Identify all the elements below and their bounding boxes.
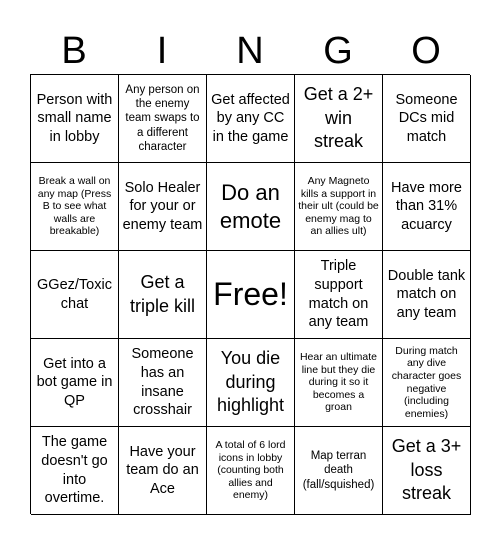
bingo-cell[interactable] — [383, 75, 471, 163]
bingo-cell[interactable] — [31, 75, 119, 163]
cell-text: Get a 2+ win streak — [303, 84, 374, 152]
header-letter-g: G — [323, 30, 353, 72]
bingo-cell[interactable] — [383, 163, 471, 251]
header-letter-n: N — [236, 30, 264, 72]
bingo-cell[interactable] — [31, 339, 119, 427]
bingo-cell[interactable] — [31, 251, 119, 339]
cell-text: Have your team do an Ace — [126, 443, 199, 497]
cell-text: Double tank match on any team — [387, 267, 466, 321]
header-letter-b: B — [61, 30, 87, 72]
bingo-cell[interactable] — [295, 339, 383, 427]
bingo-cell[interactable] — [119, 75, 207, 163]
bingo-cell[interactable] — [207, 163, 295, 251]
cell-text: During match any dive character goes negative (including enemies) — [391, 344, 462, 420]
bingo-cell[interactable] — [295, 427, 383, 515]
bingo-cell[interactable] — [207, 339, 295, 427]
bingo-cell[interactable] — [207, 427, 295, 515]
bingo-card — [30, 74, 470, 514]
free-space-text: Free! — [213, 276, 288, 312]
bingo-cell[interactable] — [31, 163, 119, 251]
cell-text: Any person on the enemy team swaps to a different character — [125, 83, 200, 154]
cell-text: Solo Healer for your or enemy team — [122, 179, 203, 233]
bingo-header — [30, 28, 470, 74]
bingo-cell[interactable] — [119, 251, 207, 339]
cell-text: Do an emote — [219, 180, 282, 233]
cell-text: Map terran death (fall/squished) — [302, 449, 375, 491]
bingo-cell[interactable] — [383, 427, 471, 515]
cell-text: Get a triple kill — [129, 272, 195, 316]
bingo-cell[interactable] — [119, 339, 207, 427]
header-letter-o: O — [411, 30, 441, 72]
cell-text: Any Magneto kills a support in their ult (could be enemy mag to an allies ult) — [298, 175, 379, 238]
bingo-cell[interactable] — [295, 163, 383, 251]
cell-text: Someone has an insane crosshair — [131, 346, 194, 419]
bingo-cell[interactable] — [295, 75, 383, 163]
cell-text: Hear an ultimate line but they die during it so it becomes a groan — [299, 351, 378, 414]
bingo-cell-free[interactable] — [207, 251, 295, 339]
bingo-cell[interactable] — [295, 251, 383, 339]
cell-text: Get affected by any CC in the game — [211, 91, 290, 145]
cell-text: Get a 3+ loss streak — [391, 436, 462, 504]
cell-text: Get into a bot game in QP — [36, 355, 113, 409]
cell-text: Have more than 31% acuarcy — [391, 179, 462, 233]
cell-text: Someone DCs mid match — [395, 91, 458, 145]
bingo-cell[interactable] — [207, 75, 295, 163]
cell-text: Break a wall on any map (Press B to see what walls are breakable) — [37, 175, 112, 238]
cell-text: GGez/Toxic chat — [37, 276, 112, 312]
bingo-cell[interactable] — [119, 163, 207, 251]
cell-text: The game doesn't go into overtime. — [41, 434, 108, 507]
header-letter-i: I — [156, 30, 168, 72]
cell-text: A total of 6 lord icons in lobby (counting both allies and enemy) — [215, 439, 286, 502]
cell-text: Person with small name in lobby — [36, 91, 113, 145]
cell-text: You die during highlight — [216, 348, 285, 416]
cell-text: Triple support match on any team — [308, 258, 369, 331]
bingo-cell[interactable] — [383, 339, 471, 427]
bingo-cell[interactable] — [119, 427, 207, 515]
bingo-cell[interactable] — [383, 251, 471, 339]
bingo-cell[interactable] — [31, 427, 119, 515]
